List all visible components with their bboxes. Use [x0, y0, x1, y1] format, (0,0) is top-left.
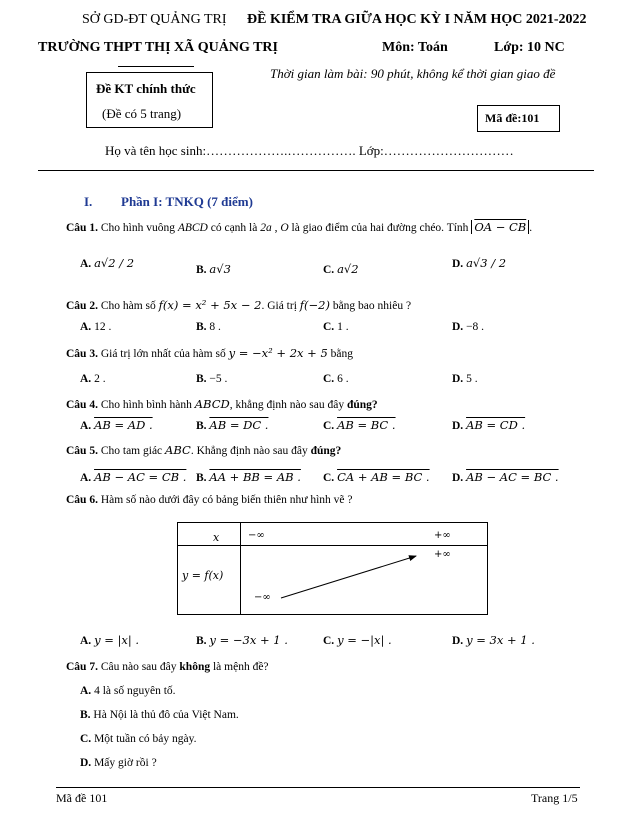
section-title: Phần I: TNKQ (7 điểm) — [121, 194, 253, 209]
q1-expression: OA − CB — [471, 220, 529, 234]
footer-exam-code: Mã đề 101 — [56, 791, 108, 805]
q1-text-a: Cho hình vuông — [100, 222, 178, 234]
q6-option-a: A. y = |x| . — [80, 633, 140, 647]
header-divider — [38, 170, 594, 171]
table-y-minus-inf: −∞ — [254, 592, 271, 603]
table-x-label: x — [213, 531, 220, 544]
exam-title: ĐỀ KIỂM TRA GIỮA HỌC KỲ I NĂM HỌC 2021-2022 — [247, 12, 587, 27]
q2-option-b: B. 8 . — [196, 321, 221, 333]
table-y-plus-inf: +∞ — [434, 549, 451, 560]
official-label: Đề KT chính thức — [96, 81, 196, 96]
q5-option-c: C. CA + AB = BC . — [323, 470, 430, 484]
table-y-label: y = f(x) — [182, 569, 224, 582]
q7-option-d: D. Mấy giờ rồi ? — [80, 757, 157, 769]
table-x-plus-inf: +∞ — [434, 530, 451, 541]
q1-text-d: 2a — [260, 222, 272, 234]
school-underline — [118, 66, 194, 67]
footer-divider — [56, 787, 580, 788]
exam-time: Thời gian làm bài: 90 phút, không kể thời gian giao đề — [270, 66, 556, 81]
exam-code: Mã đề:101 — [485, 111, 540, 125]
question-1: Câu 1. Cho hình vuông ABCD có cạnh là 2a , O là giao điểm của hai đường chéo. Tính OA − CB . — [66, 220, 533, 234]
q1-text-f: O — [280, 222, 289, 234]
q4-option-b: B. AB = DC . — [196, 418, 269, 432]
question-6: Câu 6. Hàm số nào dưới đây có bảng biến thiên như hình vẽ ? — [66, 494, 353, 506]
question-2: Câu 2. Cho hàm số f(x) = x² + 5x − 2. Giá trị f(−2) bằng bao nhiêu ? — [66, 298, 412, 312]
q2-option-c: C. 1 . — [323, 321, 349, 333]
department: SỞ GD-ĐT QUẢNG TRỊ — [82, 12, 227, 27]
question-3: Câu 3. Giá trị lớn nhất của hàm số y = −x² + 2x + 5 bằng — [66, 346, 354, 360]
q7-option-c: C. Một tuần có bảy ngày. — [80, 733, 197, 745]
q3-option-c: C. 6 . — [323, 373, 349, 385]
q5-option-d: D. AB − AC = BC . — [452, 470, 559, 484]
school-name: TRƯỜNG THPT THỊ XÃ QUẢNG TRỊ — [38, 40, 278, 55]
q5-option-a: A. AB − AC = CB . — [80, 470, 187, 484]
q3-option-a: A. 2 . — [80, 373, 106, 385]
q3-option-d: D. 5 . — [452, 373, 478, 385]
q1-option-c: C. a√2 — [323, 262, 359, 276]
q1-option-d: D. a√3 / 2 — [452, 256, 507, 270]
q1-option-a: A. a√2 / 2 — [80, 256, 135, 270]
q5-option-b: B. AA + BB = AB . — [196, 470, 301, 484]
question-4: Câu 4. Cho hình bình hành ABCD, khẳng định nào sau đây đúng? — [66, 397, 378, 411]
q1-text-c: có cạnh là — [207, 222, 261, 234]
footer-page-number: Trang 1/5 — [531, 791, 578, 805]
q3-option-b: B. −5 . — [196, 373, 228, 385]
subject: Môn: Toán — [382, 40, 448, 55]
q6-option-c: C. y = −|x| . — [323, 633, 392, 647]
q4-option-d: D. AB = CD . — [452, 418, 526, 432]
q1-text-b: ABCD — [177, 222, 208, 234]
table-x-minus-inf: −∞ — [248, 530, 265, 541]
q6-option-d: D. y = 3x + 1 . — [452, 633, 535, 647]
class-level: Lớp: 10 NC — [494, 40, 565, 55]
q4-option-c: C. AB = BC . — [323, 418, 396, 432]
q6-option-b: B. y = −3x + 1 . — [196, 633, 288, 647]
q4-option-a: A. AB = AD . — [80, 418, 153, 432]
q2-option-a: A. 12 . — [80, 321, 112, 333]
q1-label: Câu 1. — [66, 222, 98, 234]
q1-option-b: B. a√3 — [196, 262, 231, 276]
question-7: Câu 7. Câu nào sau đây không là mệnh đề? — [66, 661, 269, 673]
student-info-line: Họ và tên học sinh:……………….……………. Lớp:………………………… — [105, 143, 514, 158]
q7-option-b: B. Hà Nội là thủ đô của Việt Nam. — [80, 709, 239, 721]
page-count: (Đề có 5 trang) — [102, 106, 182, 121]
section-number: I. — [84, 194, 93, 209]
q1-text-e: , — [271, 222, 281, 234]
q2-option-d: D. −8 . — [452, 321, 485, 333]
question-5: Câu 5. Cho tam giác ABC. Khẳng định nào sau đây đúng? — [66, 443, 342, 457]
q1-text-g: là giao điểm của hai đường chéo. Tính — [288, 222, 472, 234]
q7-option-a: A. 4 là số nguyên tố. — [80, 685, 176, 697]
